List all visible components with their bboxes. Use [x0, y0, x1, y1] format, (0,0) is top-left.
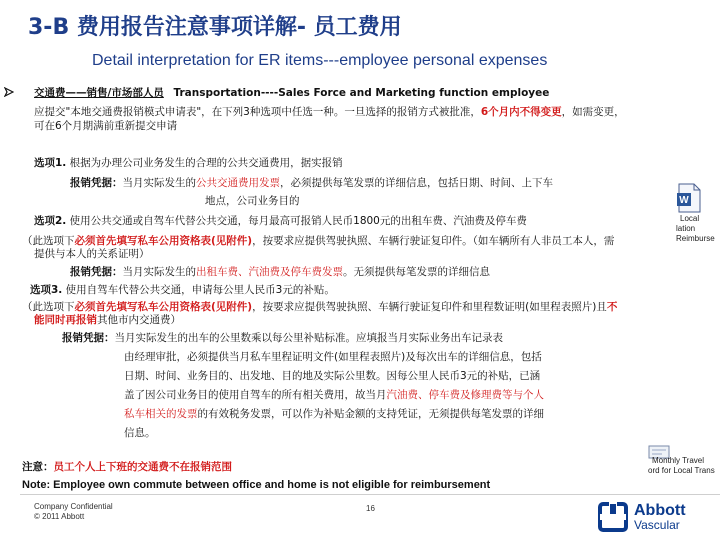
arrow-bullet-icon	[4, 86, 14, 101]
cond-text: （此选项下	[22, 301, 75, 313]
cond-text: （此选项下	[22, 235, 75, 247]
svg-text:W: W	[679, 195, 689, 206]
option2-desc: 使用公共交通或自驾车代替公共交通，每月最高可报销人民币1800元的出租车费、汽油费及停车费	[69, 215, 527, 227]
option1-basis	[70, 176, 553, 190]
slide-subtitle: Detail interpretation for ER items---employee personal expenses	[92, 52, 548, 69]
intro-text: 应提交"本地交通费报销模式申请表"，在下列3种选项中任选一种。一旦选择的报销方式被批准，	[34, 106, 481, 118]
option2-label: 选项2.	[34, 215, 67, 227]
logo-text	[634, 502, 686, 532]
option3-desc: 使用自驾车代替公共交通，申请每公里人民币3元的补贴。	[65, 284, 335, 296]
section-heading	[34, 86, 549, 100]
cond-text: 其他市内交通费	[97, 314, 171, 326]
intro-highlight: 6个月内不得变更	[480, 106, 562, 118]
basis-text: 。无须提供每笔发票的详细信息	[343, 266, 490, 278]
note-en: Note: Employee own commute between office and home is not eligible for reimbursement	[22, 479, 491, 491]
option2-basis	[70, 265, 490, 279]
option3-basis-5	[124, 407, 544, 421]
option2-condition-2: 提供与本人的关系证明）	[34, 248, 150, 260]
word-icon-caption-1: Local	[680, 214, 700, 223]
basis-highlight: 汽油费、停车费及修理费等与个人	[386, 389, 544, 401]
cond-text: ，按要求应提供驾驶执照、车辆行驶证复印件。（如车辆所有人非员工本人，需	[252, 235, 615, 247]
logo-line-1: Abbott	[634, 502, 686, 519]
travel-caption-2: ord for Local Trans	[648, 466, 715, 475]
cond-highlight: 能同时再报销	[34, 314, 97, 326]
option1-desc: 根据为办理公司业务发生的合理的公共交通费用，据实报销	[69, 157, 343, 169]
word-icon-caption	[676, 214, 720, 244]
basis-highlight: 出租车费、汽油费及停车费发票	[196, 266, 343, 278]
travel-caption-1: Monthly Travel	[652, 456, 705, 465]
section-heading-cn: 交通费——销售/市场部人员	[34, 87, 164, 99]
section-heading-en: Transportation----Sales Force and Marketing function employee	[173, 87, 550, 99]
option1-basis-2: 地点，公司业务目的	[205, 195, 300, 207]
basis-text: 当月实际发生的	[122, 266, 196, 278]
basis-text: 当月实际发生的	[122, 177, 196, 189]
basis-text: 当月实际发生的出车的公里数乘以每公里补贴标准。应填报当月实际业务出车记录表	[114, 332, 503, 344]
option3-condition	[22, 300, 617, 314]
intro-line-1	[34, 105, 625, 119]
footer-divider	[20, 494, 720, 495]
note-cn	[22, 460, 232, 474]
option1-line	[34, 156, 343, 170]
option3-basis	[62, 331, 503, 345]
abbott-logo-icon	[598, 502, 628, 536]
option3-basis-4	[124, 388, 544, 402]
basis-label: 报销凭据：	[70, 177, 123, 189]
travel-icon-caption	[648, 456, 715, 476]
cond-highlight: 必须首先填写私车公用资格表(见附件)	[74, 235, 253, 247]
basis-text: 的有效税务发票，可以作为补贴金额的支持凭证，无须提供每笔发票的详细	[197, 408, 544, 420]
basis-text: ，必须提供每笔发票的详细信息，包括日期、时间、上下车	[280, 177, 553, 189]
basis-text: 盖了因公司业务目的使用自驾车的所有相关费用，故当月	[124, 389, 387, 401]
cond-text: ）	[170, 314, 181, 326]
footer-copyright: © 2011 Abbott	[34, 512, 85, 521]
basis-highlight: 私车相关的发票	[124, 408, 198, 420]
option3-line	[30, 283, 335, 297]
logo-line-2: Vascular	[634, 518, 680, 532]
option2-condition	[22, 234, 614, 248]
basis-highlight: 公共交通费用发票	[196, 177, 280, 189]
option3-basis-6: 信息。	[124, 427, 156, 439]
option1-label: 选项1.	[34, 157, 67, 169]
cond-text: ，按要求应提供驾驶执照、车辆行驶证复印件和里程数证明(如里程表照片)且	[252, 301, 607, 313]
basis-label: 报销凭据：	[62, 332, 115, 344]
option3-label: 选项3.	[30, 284, 63, 296]
option2-line	[34, 214, 527, 228]
basis-label: 报销凭据：	[70, 266, 123, 278]
word-document-icon[interactable]	[676, 183, 702, 213]
cond-highlight: 必须首先填写私车公用资格表(见附件)	[74, 301, 253, 313]
note-label: 注意：	[22, 461, 54, 473]
slide-title: 3-B 费用报告注意事项详解- 员工费用	[28, 15, 402, 40]
option3-basis-2: 由经理审批，必须提供当月私车里程证明文件(如里程表照片)及每次出车的详细信息，包括	[124, 351, 542, 363]
page-number: 16	[366, 504, 375, 513]
footer-confidential: Company Confidential	[34, 502, 113, 511]
option3-basis-3: 日期、时间、业务目的、出发地、目的地及实际公里数。因每公里人民币3元的补贴，已涵	[124, 370, 541, 382]
cond-highlight: 不	[606, 301, 618, 313]
option3-condition-2	[34, 313, 181, 327]
word-icon-caption-2: lation Reimburse	[676, 224, 715, 243]
note-text-cn: 员工个人上下班的交通费不在报销范围	[53, 461, 232, 473]
intro-text-end: ，如需变更，	[561, 106, 625, 118]
intro-line-2: 可在6个月期满前重新提交申请	[34, 120, 178, 132]
